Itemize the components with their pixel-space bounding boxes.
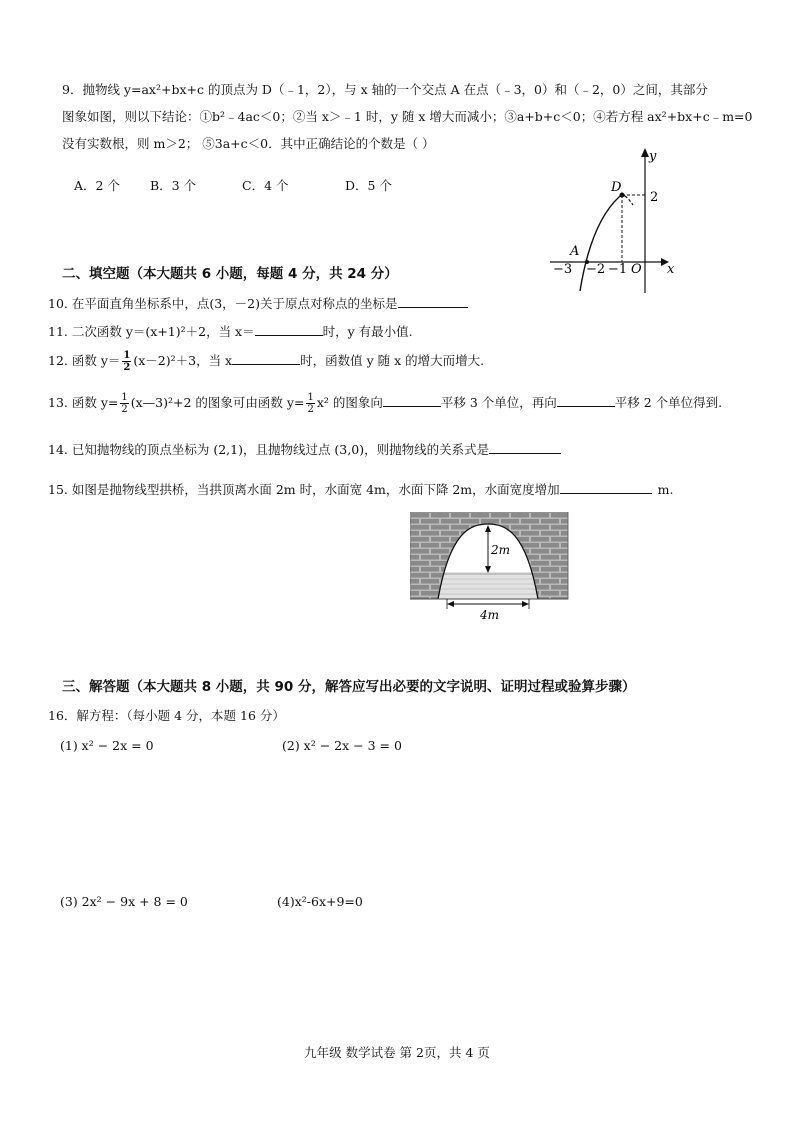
q9-line-3: 没有实数根，则 m＞2； ⑤3a+c＜0．其中正确结论的个数是（ ） (62, 136, 435, 151)
q9-parabola-graph (545, 143, 695, 298)
q12-text-1: 12. 函数 y＝ (48, 353, 121, 368)
graph-x-label: x (667, 262, 675, 277)
q15-answer-blank[interactable] (560, 481, 652, 494)
q9-option-a[interactable]: A．2 个 (74, 178, 120, 193)
q9-line-2: 图象如图，则以下结论：①b²﹣4ac＜0；②当 x＞﹣1 时，y 随 x 增大而减小；③a+b+c＜0；④若方程 ax²+bx+c﹣m=0 (62, 109, 753, 124)
q16-title: 16．解方程：（每小题 4 分，本题 16 分） (48, 708, 285, 723)
q15 (48, 480, 674, 498)
q13-text-5: 平移 2 个单位得到. (614, 395, 723, 410)
q14-answer-blank[interactable] (489, 441, 561, 454)
q9-option-c[interactable]: C．4 个 (242, 178, 289, 193)
section-3-heading: 三、解答题（本大题共 8 小题，共 90 分，解答应写出必要的文字说明、证明过程或验算步骤） (62, 679, 636, 695)
q10-answer-blank[interactable] (398, 295, 468, 308)
graph-tick-minus-3: −3 (553, 262, 573, 277)
graph-point-d: D (611, 180, 622, 195)
section-2-heading: 二、填空题（本大题共 6 小题，每题 4 分，共 24 分） (62, 266, 398, 282)
page-footer: 九年级 数学试卷 第 2页，共 4 页 (304, 1045, 490, 1060)
q15-text: 15. 如图是抛物线型拱桥，当拱顶离水面 2m 时，水面宽 4m，水面下降 2m，水面宽度增加 (48, 482, 560, 497)
q11-text-1: 11. 二次函数 y＝(x+1)²＋2，当 x＝ (48, 324, 255, 339)
q12-text-3: 时，函数值 y 随 x 的增大而增大. (300, 353, 485, 368)
q11 (48, 322, 413, 340)
graph-value-2: 2 (650, 190, 659, 205)
q12-answer-blank[interactable] (232, 352, 300, 365)
graph-point-a: A (570, 244, 580, 259)
q16-part-4: (4)x²-6x+9=0 (277, 894, 363, 909)
q10 (48, 294, 468, 312)
graph-tick-minus-1: −1 (608, 262, 628, 277)
bridge-height-label: 2m (491, 543, 511, 557)
q13-fraction-2: $\frac{1}{2}$ (307, 392, 314, 415)
q13-text-3: x² 的图象向 (316, 395, 383, 410)
q13-answer-blank-2[interactable] (557, 394, 615, 407)
q11-text-2: 时，y 有最小值. (322, 324, 413, 339)
q16-part-3: (3) 2x² − 9x + 8 = 0 (60, 894, 188, 909)
q14-text: 14. 已知抛物线的顶点坐标为 (2,1)，且抛物线过点 (3,0)，则抛物线的关系式是 (48, 442, 490, 457)
graph-y-label: y (649, 149, 657, 164)
graph-tick-minus-2: −2 (586, 262, 606, 277)
q16-part-1: (1) x² − 2x = 0 (60, 738, 154, 753)
q14 (48, 440, 561, 458)
q10-text: 10. 在平面直角坐标系中，点(3，－2)关于原点对称点的坐标是 (48, 296, 398, 311)
q13-text-4: 平移 3 个单位，再向 (440, 395, 557, 410)
q12-text-2: (x－2)²＋3，当 x (133, 353, 233, 368)
q11-answer-blank[interactable] (255, 323, 323, 336)
graph-origin: O (631, 262, 642, 277)
q13-text-2: (x—3)²+2 的图象可由函数 y= (130, 395, 305, 410)
q13-text-1: 13. 函数 y= (48, 395, 119, 410)
q9-option-d[interactable]: D．5 个 (345, 178, 392, 193)
q13-answer-blank-1[interactable] (383, 394, 441, 407)
q15-bridge-diagram (410, 512, 570, 622)
q12 (48, 350, 484, 373)
q16-part-2: (2) x² − 2x − 3 = 0 (282, 738, 402, 753)
q9-option-b[interactable]: B．3 个 (150, 178, 197, 193)
q9-line-1: 9．抛物线 y=ax²+bx+c 的顶点为 D（﹣1，2），与 x 轴的一个交点 A 在点（﹣3，0）和（﹣2，0）之间，其部分 (62, 82, 708, 97)
q15-unit: m. (657, 482, 674, 497)
q13 (48, 392, 722, 415)
q13-fraction-1: $\frac{1}{2}$ (121, 392, 128, 415)
bridge-width-label: 4m (480, 608, 500, 622)
q12-fraction: $\frac{1}{2}$ (123, 350, 131, 373)
